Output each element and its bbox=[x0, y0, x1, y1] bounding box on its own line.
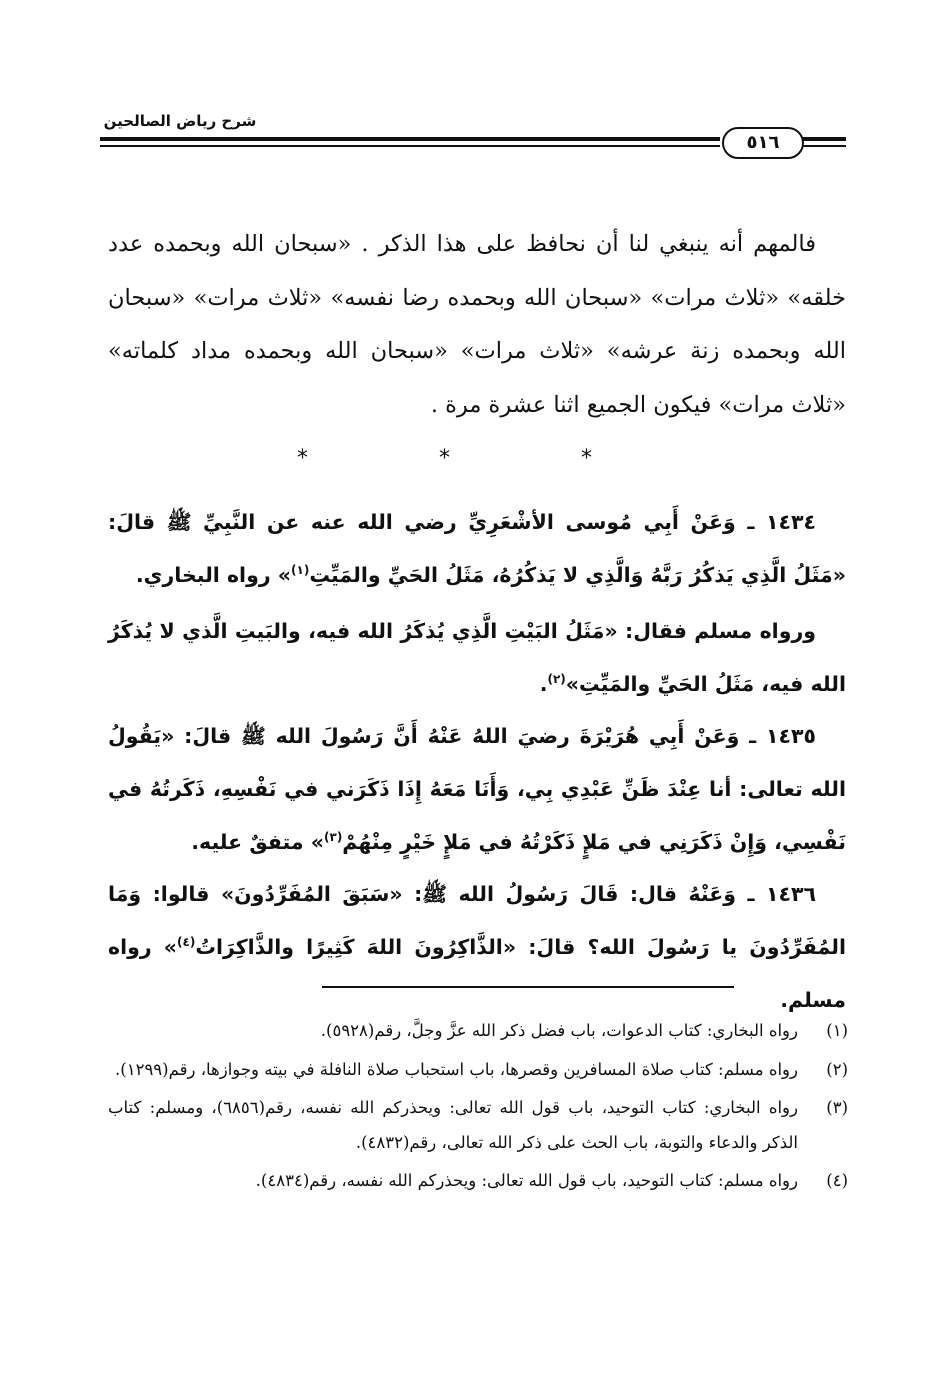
section-separator-stars: * * * bbox=[297, 446, 654, 471]
footnote-number: (٢) bbox=[826, 1059, 848, 1079]
hadith-1434 bbox=[108, 496, 846, 602]
footnote-ref-2: (٢) bbox=[547, 672, 566, 687]
footnote bbox=[108, 1053, 848, 1088]
footnote bbox=[108, 1164, 848, 1199]
footnotes bbox=[108, 1014, 848, 1203]
footnote-number: (١) bbox=[826, 1021, 848, 1040]
hadith-1434-muslim-end: . bbox=[539, 672, 548, 696]
page-number: ٥١٦ bbox=[722, 127, 804, 159]
hadith-1434-source: » رواه البخاري. bbox=[135, 563, 292, 587]
hadith-1436 bbox=[108, 868, 846, 1027]
hadith-1434-muslim-text: ورواه مسلم فقال: «مَثَلُ البَيْتِ الَّذِي يُذكَرُ الله فيه، والبَيتِ الَّذي لا يُذكَرُ الله فيه، مَثَلُ الحَيِّ والمَيِّتِ» bbox=[108, 619, 846, 696]
hadith-1434-text: ١٤٣٤ ـ وَعَنْ أَبِي مُوسى الأشْعَرِيِّ رضي الله عنه عن النَّبِيِّ ﷺ قالَ: «مَثَلُ الَّذِي يَذكُرُ رَبَّهُ وَالَّذِي لا يَذكُرُهُ، مَثَلُ الحَيِّ والمَيِّتِ bbox=[108, 510, 846, 587]
footnote-ref-4: (٤) bbox=[177, 935, 196, 950]
footnote-text: رواه البخاري: كتاب الدعوات، باب فضل ذكر الله عزَّ وجلَّ، رقم(٥٩٢٨). bbox=[320, 1021, 798, 1040]
footnote-number: (٣) bbox=[826, 1098, 848, 1117]
hadith-1434-muslim bbox=[108, 605, 846, 711]
footnote-text: رواه البخاري: كتاب التوحيد، باب قول الله تعالى: ويحذركم الله نفسه، رقم(٦٨٥٦)، ومسلم: كتاب الذكر والدعاء والتوبة، باب الحث على ذكر الله تعالى، رقم(٤٨٣٢). bbox=[108, 1098, 798, 1152]
hadith-1435-text: ١٤٣٥ ـ وَعَنْ أَبِي هُرَيْرَةَ رضيَ اللهُ عَنْهُ أَنَّ رَسُولَ الله ﷺ قالَ: «يَقُولُ الله تعالى: أنا عِنْدَ ظَنِّ عَبْدِي بِي، وَأَنَا مَعَهُ إِذَا ذَكَرَني في نَفْسِهِ، ذَكَرتُهُ في نَفْسِي، وَإِنْ ذَكَرَنِي في مَلإٍ ذَكَرْتُهُ في مَلإٍ خَيْرٍ مِنْهُمْ bbox=[108, 724, 846, 854]
footnote-number: (٤) bbox=[826, 1171, 848, 1190]
header-rule-top-right bbox=[802, 137, 846, 141]
header-rule-bottom-right bbox=[802, 145, 846, 147]
header-rule-top bbox=[100, 137, 720, 141]
footnote bbox=[108, 1091, 848, 1160]
footnote-text: رواه مسلم: كتاب صلاة المسافرين وقصرها، باب استحباب صلاة النافلة في بيته وجوازها، رقم(١٢٩٩). bbox=[115, 1059, 798, 1079]
hadith-1436-text: ١٤٣٦ ـ وَعَنْهُ قال: قَالَ رَسُولُ الله ﷺ: «سَبَقَ المُفَرِّدُونَ» قالوا: وَمَا المُفَرِّدُونَ يا رَسُولَ الله؟ قالَ: «الذَّاكِرُونَ اللهَ كَثِيرًا والذَّاكِرَاتُ bbox=[108, 882, 846, 959]
intro-paragraph bbox=[108, 218, 846, 432]
hadith-1436-source: » رواه مسلم. bbox=[108, 935, 846, 1012]
hadith-1435 bbox=[108, 710, 846, 869]
footnote bbox=[108, 1014, 848, 1049]
intro-text: فالمهم أنه ينبغي لنا أن نحافظ على هذا الذكر . «سبحان الله وبحمده عدد خلقه» «ثلاث مرات» «سبحان الله وبحمده رضا نفسه» «ثلاث مرات» «سبحان الله وبحمده زنة عرشه» «ثلاث مرات» «سبحان الله وبحمده مداد كلماته» «ثلاث مرات» فيكون الجميع اثنا عشرة مرة . bbox=[108, 231, 846, 418]
header-rule-bottom bbox=[100, 145, 720, 147]
footnote-ref-3: (٣) bbox=[324, 830, 343, 845]
running-title: شرح رياض الصالحين bbox=[103, 112, 257, 130]
footnote-separator bbox=[322, 986, 734, 988]
footnote-text: رواه مسلم: كتاب التوحيد، باب قول الله تعالى: ويحذركم الله نفسه، رقم(٤٨٣٤). bbox=[255, 1171, 798, 1190]
hadith-1435-source: » متفقٌ عليه. bbox=[191, 830, 324, 854]
footnote-ref-1: (١) bbox=[291, 563, 310, 578]
